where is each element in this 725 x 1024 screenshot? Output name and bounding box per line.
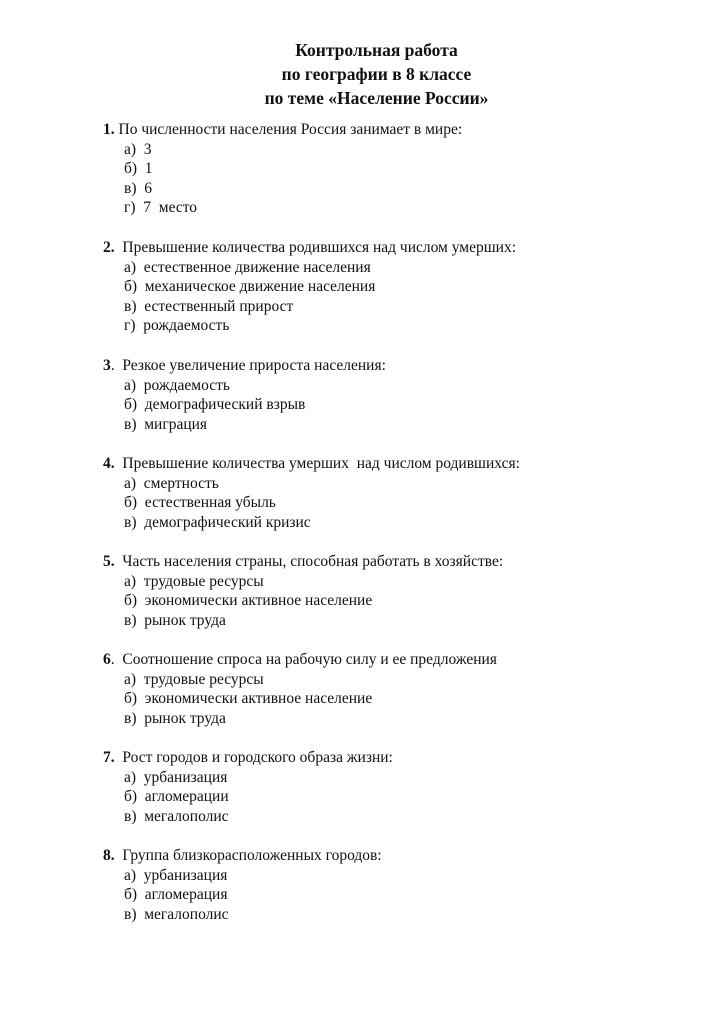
question-number: 3 xyxy=(103,357,111,374)
answer-option: в) рынок труда xyxy=(124,709,226,727)
question-number: 2. xyxy=(103,239,115,256)
answer-option: б) агломерация xyxy=(124,886,228,904)
document-title xyxy=(0,38,725,110)
answer-option: г) 7 место xyxy=(124,199,198,217)
question-2 xyxy=(103,238,703,336)
answer-option: в) миграция xyxy=(124,415,208,433)
answer-option: б) механическое движение населения xyxy=(124,278,376,296)
question-8 xyxy=(103,846,703,924)
answer-option: а) смертность xyxy=(124,474,219,492)
answer-option: а) урбанизация xyxy=(124,768,228,786)
question-text: Группа близкорасположенных городов: xyxy=(122,847,382,864)
question-4-text-line xyxy=(103,454,703,474)
question-2-text-line xyxy=(103,238,703,258)
title-line-3: по теме «Население России» xyxy=(264,88,489,108)
answer-option: а) урбанизация xyxy=(124,866,228,884)
question-1 xyxy=(103,120,703,218)
question-text: По численности населения Россия занимает в мире: xyxy=(118,121,463,138)
question-6 xyxy=(103,650,703,728)
answer-option: б) экономически активное население xyxy=(124,592,373,610)
answer-option: в) рынок труда xyxy=(124,611,226,629)
question-5-text-line xyxy=(103,552,703,572)
question-8-text-line xyxy=(103,846,703,866)
answer-option: в) мегалополис xyxy=(124,807,229,825)
answer-option: а) естественное движение населения xyxy=(124,258,371,276)
answer-option: г) рождаемость xyxy=(124,317,230,335)
answer-option: б) естественная убыль xyxy=(124,494,276,512)
question-3 xyxy=(103,356,703,434)
answer-option: в) естественный прирост xyxy=(124,297,294,315)
question-text: Превышение количества умерших над числом родившихся: xyxy=(122,455,520,472)
title-line-1: Контрольная работа xyxy=(295,40,458,60)
question-text: Превышение количества родившихся над числом умерших: xyxy=(122,239,517,256)
answer-option: в) мегалополис xyxy=(124,905,229,923)
question-4 xyxy=(103,454,703,532)
title-line-2: по географии в 8 классе xyxy=(281,64,472,84)
question-number: 1. xyxy=(103,121,115,138)
question-sep: . xyxy=(110,651,123,668)
question-number: 4. xyxy=(103,455,115,472)
answer-option: а) рождаемость xyxy=(124,376,230,394)
question-text: Рост городов и городского образа жизни: xyxy=(122,749,393,766)
answer-option: а) 3 xyxy=(124,140,152,158)
question-text: Соотношение спроса на рабочую силу и ее предложения xyxy=(122,651,497,668)
question-number: 6 xyxy=(103,651,111,668)
question-text: Резкое увеличение прироста населения: xyxy=(122,357,386,374)
question-7-text-line xyxy=(103,748,703,768)
question-number: 7. xyxy=(103,749,115,766)
answer-option: в) 6 xyxy=(124,179,152,197)
answer-option: в) демографический кризис xyxy=(124,513,311,531)
question-6-text-line xyxy=(103,650,703,670)
question-sep: . xyxy=(110,357,123,374)
answer-option: б) 1 xyxy=(124,160,153,178)
answer-option: б) демографический взрыв xyxy=(124,396,306,414)
question-number: 5. xyxy=(103,553,115,570)
question-5 xyxy=(103,552,703,630)
answer-option: б) агломерации xyxy=(124,788,229,806)
question-number: 8. xyxy=(103,847,115,864)
answer-option: а) трудовые ресурсы xyxy=(124,572,264,590)
question-7 xyxy=(103,748,703,826)
answer-option: а) трудовые ресурсы xyxy=(124,670,264,688)
question-3-text-line xyxy=(103,356,703,376)
question-text: Часть населения страны, способная работать в хозяйстве: xyxy=(122,553,504,570)
answer-option: б) экономически активное население xyxy=(124,690,373,708)
question-1-text-line xyxy=(103,120,703,140)
